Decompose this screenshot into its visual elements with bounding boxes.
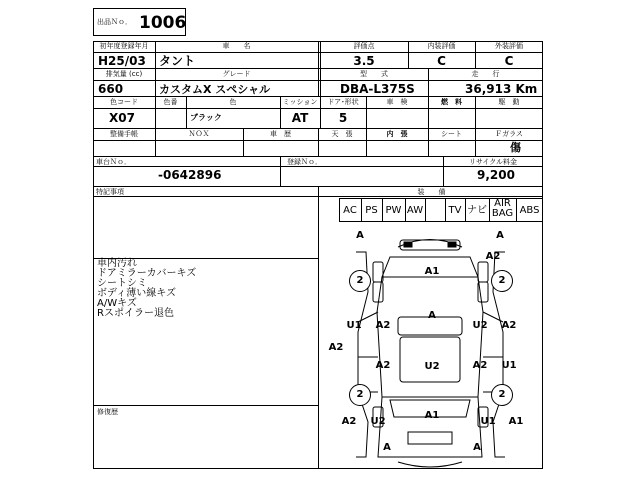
car-name-label: 車 名 bbox=[222, 42, 251, 50]
equipment-ac: AC bbox=[343, 205, 357, 216]
interior-grade-label: 内装評価 bbox=[427, 42, 456, 50]
remarks-list bbox=[97, 259, 317, 319]
damage-mark: A2 bbox=[472, 360, 488, 371]
interior-lining-label: 内 張 bbox=[386, 130, 408, 138]
rear-plate bbox=[408, 432, 452, 444]
registration-number-label: 登録Ｎｏ． bbox=[287, 158, 322, 166]
damage-mark: A bbox=[428, 310, 436, 321]
equipment-pw: PW bbox=[385, 205, 402, 216]
equipment-ps: PS bbox=[365, 205, 378, 216]
equipment-abs: ABS bbox=[519, 205, 540, 216]
damage-mark: A1 bbox=[508, 416, 524, 427]
tire-condition-mark: 2 bbox=[491, 384, 513, 406]
chassis-number-value: -0642896 bbox=[158, 168, 222, 182]
displacement-value: 660 bbox=[98, 82, 124, 96]
roof-lining-label: 天 張 bbox=[331, 130, 353, 138]
remarks-label: 特記事項 bbox=[96, 188, 124, 196]
roof-panel bbox=[400, 337, 460, 382]
maintenance-book-label: 整備手帳 bbox=[110, 130, 138, 138]
grade-label: グレード bbox=[222, 70, 251, 78]
model-code-value: DBA-L375S bbox=[340, 82, 415, 96]
score-label: 評価点 bbox=[353, 42, 375, 50]
damage-mark: A2 bbox=[501, 320, 517, 331]
lot-number-value: 1006 bbox=[139, 13, 187, 33]
damage-mark: U1 bbox=[501, 360, 517, 371]
damage-mark: A2 bbox=[375, 320, 391, 331]
damage-mark: A2 bbox=[328, 342, 344, 353]
color-value: ブラック bbox=[190, 113, 222, 122]
damage-mark: A2 bbox=[341, 416, 357, 427]
model-code-label: 型 式 bbox=[360, 70, 388, 78]
damage-mark: U2 bbox=[370, 416, 386, 427]
damage-mark: A bbox=[383, 442, 391, 453]
chassis-number-label: 車台Ｎｏ． bbox=[96, 158, 131, 166]
transmission-value: AT bbox=[291, 111, 309, 125]
transmission-label: ミッション bbox=[282, 98, 318, 106]
equipment-label: 装 備 bbox=[417, 188, 446, 196]
car-name-value: タント bbox=[159, 54, 196, 68]
damage-mark: U2 bbox=[424, 361, 440, 372]
tire-condition-mark: 2 bbox=[349, 270, 371, 292]
damage-mark: U1 bbox=[480, 416, 496, 427]
damage-mark: A bbox=[496, 230, 504, 241]
remark-line: 車内汚れ bbox=[97, 258, 137, 269]
remark-line: ドアミラーカバーキズ bbox=[97, 268, 197, 279]
damage-mark: A1 bbox=[424, 410, 440, 421]
damage-mark: A1 bbox=[424, 266, 440, 277]
nox-label: ＮＯＸ bbox=[188, 130, 210, 138]
damage-mark: U2 bbox=[472, 320, 488, 331]
vehicle-history-label: 車 歴 bbox=[270, 130, 291, 138]
color-code-label: 色コード bbox=[110, 98, 138, 106]
recycle-fee-value: 9,200 bbox=[477, 168, 515, 182]
mileage-value: 36,913 Km bbox=[465, 82, 538, 96]
repair-history-label: 修復歴 bbox=[97, 408, 118, 416]
rear-outline bbox=[378, 397, 482, 457]
tire-condition-mark: 2 bbox=[349, 384, 371, 406]
equipment-airbag: AIR BAG bbox=[491, 198, 514, 219]
damage-mark: A2 bbox=[485, 251, 501, 262]
color-code-value: X07 bbox=[109, 111, 135, 125]
remark-line: Rスポイラー退色 bbox=[97, 308, 174, 319]
recycle-fee-label: リサイクル料金 bbox=[468, 158, 518, 166]
reg-date-label: 初年度登録年月 bbox=[99, 42, 149, 50]
fuel-label: 燃 料 bbox=[441, 98, 462, 106]
equipment-aw: AW bbox=[406, 205, 424, 216]
equipment-navi: ナビ bbox=[467, 205, 487, 216]
inspection-label: 車 検 bbox=[386, 98, 408, 106]
front-glass-label: Ｆガラス bbox=[495, 130, 523, 138]
grade-value: カスタムX スペシャル bbox=[159, 83, 271, 96]
interior-grade-value: C bbox=[437, 54, 446, 68]
mileage-label: 走 行 bbox=[471, 70, 500, 78]
color-number-label: 色番 bbox=[163, 98, 178, 106]
reg-date-value: H25/03 bbox=[98, 54, 146, 68]
doors-label: ドア･形状 bbox=[327, 98, 359, 106]
damage-mark: A bbox=[473, 442, 481, 453]
remark-line: シートシミ bbox=[97, 278, 147, 289]
equipment-tv: TV bbox=[448, 205, 462, 216]
score-value: 3.5 bbox=[353, 54, 375, 68]
lot-number-box bbox=[93, 8, 186, 36]
tire-condition-mark: 2 bbox=[491, 270, 513, 292]
lot-number-label: 出品Ｎｏ． bbox=[97, 18, 132, 26]
drive-label: 駆 動 bbox=[498, 98, 520, 106]
exterior-grade-value: C bbox=[504, 54, 514, 68]
car-diagram bbox=[318, 222, 543, 469]
displacement-label: 排気量 (cc) bbox=[105, 70, 143, 78]
damage-mark: A2 bbox=[375, 360, 391, 371]
exterior-grade-label: 外装評価 bbox=[495, 42, 523, 50]
color-label: 色 bbox=[229, 98, 237, 106]
remark-line: ボディ薄い線キズ bbox=[97, 288, 176, 299]
damage-mark: A bbox=[356, 230, 364, 241]
remark-line: A/Wキズ bbox=[97, 298, 137, 309]
doors-value: 5 bbox=[338, 111, 348, 125]
seat-label: シート bbox=[441, 130, 462, 138]
damage-mark: U1 bbox=[346, 320, 362, 331]
front-glass-value: 傷 bbox=[510, 141, 521, 154]
